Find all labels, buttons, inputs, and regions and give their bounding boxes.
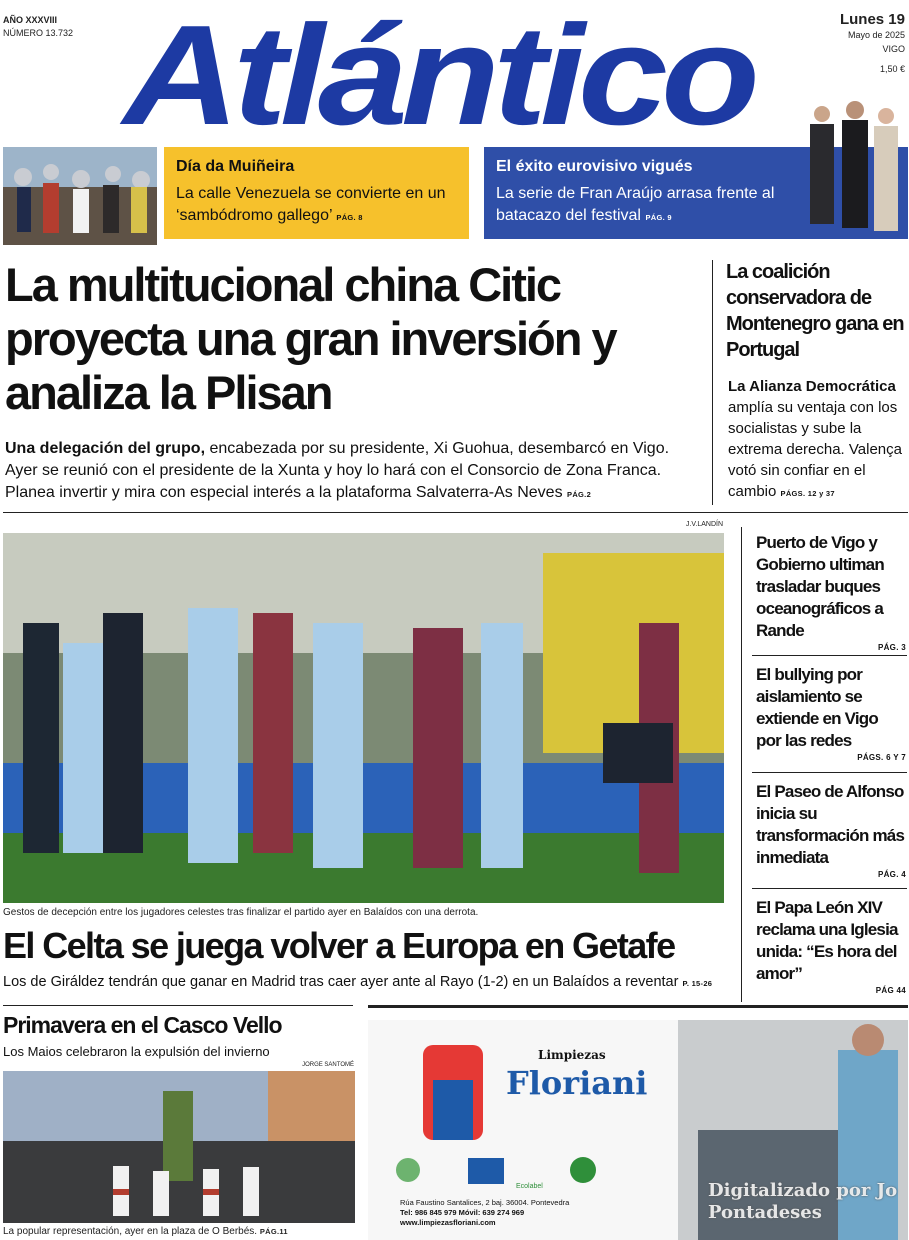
- maios-image: [3, 1071, 355, 1223]
- brief-headline: El Papa León XIV reclama una Iglesia unida: “Es hora del amor”: [756, 898, 898, 983]
- ad-brand-top: Limpiezas: [538, 1048, 606, 1062]
- brief-puerto[interactable]: [756, 532, 906, 652]
- celta-page: P. 15-26: [682, 979, 713, 988]
- muineira-image: [3, 147, 157, 245]
- portugal-headline[interactable]: La coalición conservadora de Montenegro gana en Portugal: [726, 261, 904, 361]
- brief-page: PÁG 44: [875, 986, 906, 995]
- lead-bold: Una delegación del grupo,: [5, 440, 206, 457]
- casco-caption: La popular representación, ayer en la plaza de O Berbés. PÁG.11: [3, 1226, 288, 1237]
- promo-text: La calle Venezuela se convierte en un ‘sambódromo gallego’ PÁG. 8: [176, 185, 446, 224]
- promo-photo-eurovision[interactable]: [800, 100, 908, 239]
- promo-muineira[interactable]: [164, 147, 469, 239]
- celta-players-image: [3, 533, 724, 903]
- promo-page: PÁG. 9: [645, 213, 672, 222]
- lead-body: encabezada por su presidente, Xi Guohua, desembarcó en Vigo. Ayer se reunió con el presidente de la Xunta y hoy lo hará con el Consorcio de Zona Franca. Planea invertir y mira con especial interés a la plataforma Salvaterra-As Neves: [5, 440, 670, 501]
- horizontal-rule: [368, 1005, 908, 1008]
- brief-divider: [752, 888, 907, 889]
- portugal-page: PÁGS. 12 y 37: [780, 489, 835, 498]
- newspaper-logo[interactable]: [118, 0, 758, 136]
- advertisement-floriani[interactable]: [368, 1020, 908, 1240]
- logo-text: Atlántico: [119, 0, 756, 136]
- price: 1,50 €: [879, 64, 905, 74]
- watermark: Digitalizado por Jo Pontadeses: [708, 1180, 898, 1223]
- edition-year: AÑO XXXVIII: [3, 15, 58, 25]
- brief-paseo[interactable]: [756, 781, 906, 879]
- celta-photo[interactable]: [3, 533, 724, 903]
- horizontal-rule: [3, 512, 908, 513]
- brief-page: PÁG. 4: [877, 870, 906, 879]
- brief-papa[interactable]: [756, 897, 906, 995]
- weekday: Lunes 19: [839, 11, 905, 28]
- casco-sub: Los Maios celebraron la expulsión del invierno: [3, 1044, 270, 1059]
- promo-text: La serie de Fran Araújo arrasa frente al batacazo del festival PÁG. 9: [496, 185, 775, 224]
- brief-divider: [752, 772, 907, 773]
- brief-bullying[interactable]: [756, 664, 906, 762]
- celta-deck: [3, 972, 728, 994]
- portugal-body: [728, 376, 906, 504]
- ad-phone: Tel: 986 845 979 Móvil: 639 274 969: [400, 1208, 525, 1217]
- celta-body: Los de Giráldez tendrán que ganar en Madrid tras caer ayer ante al Rayo (1-2) en un Balaídos a reventar: [3, 974, 679, 990]
- celta-headline[interactable]: El Celta se juega volver a Europa en Getafe: [3, 925, 675, 966]
- casco-page: PÁG.11: [259, 1227, 288, 1236]
- portugal-text: amplía su ventaja con los socialistas y sube la extrema derecha. Valença votó sin confiar en el cambio: [728, 399, 902, 500]
- lead-deck: [5, 438, 695, 506]
- edition-info: [3, 14, 73, 40]
- brief-page: PÁGS. 6 Y 7: [857, 753, 906, 762]
- brief-headline: El Paseo de Alfonso inicia su transformación más inmediata: [756, 782, 905, 867]
- ad-web: www.limpiezasfloriani.com: [400, 1218, 496, 1227]
- casco-photo[interactable]: [3, 1071, 355, 1223]
- celta-photo-credit: J.V.LANDÍN: [685, 521, 723, 528]
- ad-address: Rúa Faustino Santalices, 2 baj. 36004. Pontevedra: [400, 1198, 570, 1207]
- date-block: [840, 12, 905, 76]
- promo-kicker: El éxito eurovisivo vigués: [496, 158, 693, 175]
- ad-ecolabel: Ecolabel: [516, 1183, 543, 1190]
- column-divider: [712, 260, 713, 505]
- promo-photo-muineira[interactable]: [3, 147, 157, 245]
- edition-number: NÚMERO 13.732: [3, 28, 74, 38]
- horizontal-rule: [3, 1005, 353, 1006]
- promo-page: PÁG. 8: [336, 213, 363, 222]
- casco-headline[interactable]: Primavera en el Casco Vello: [3, 1012, 282, 1038]
- promo-kicker: Día da Muiñeira: [176, 158, 295, 175]
- brief-page: PÁG. 3: [877, 643, 906, 652]
- city: VIGO: [882, 44, 905, 54]
- brief-divider: [752, 655, 907, 656]
- lead-page: PÁG.2: [567, 490, 592, 499]
- ad-brand: Floriani: [506, 1064, 648, 1102]
- column-divider: [741, 527, 742, 1002]
- date: Mayo de 2025: [847, 30, 905, 40]
- lead-headline[interactable]: La multitucional china Citic proyecta una gran inversión y analiza la Plisan: [5, 258, 616, 419]
- celta-photo-caption: Gestos de decepción entre los jugadores celestes tras finalizar el partido ayer en Balaídos con una derrota.: [3, 907, 479, 918]
- brief-headline: Puerto de Vigo y Gobierno ultiman trasladar buques oceanográficos a Rande: [756, 533, 884, 640]
- eurovision-image: [800, 100, 908, 239]
- portugal-bold: La Alianza Democrática: [728, 378, 896, 395]
- brief-headline: El bullying por aislamiento se extiende en Vigo por las redes: [756, 665, 878, 750]
- casco-photo-credit: JORGE SANTOMÉ: [302, 1062, 354, 1068]
